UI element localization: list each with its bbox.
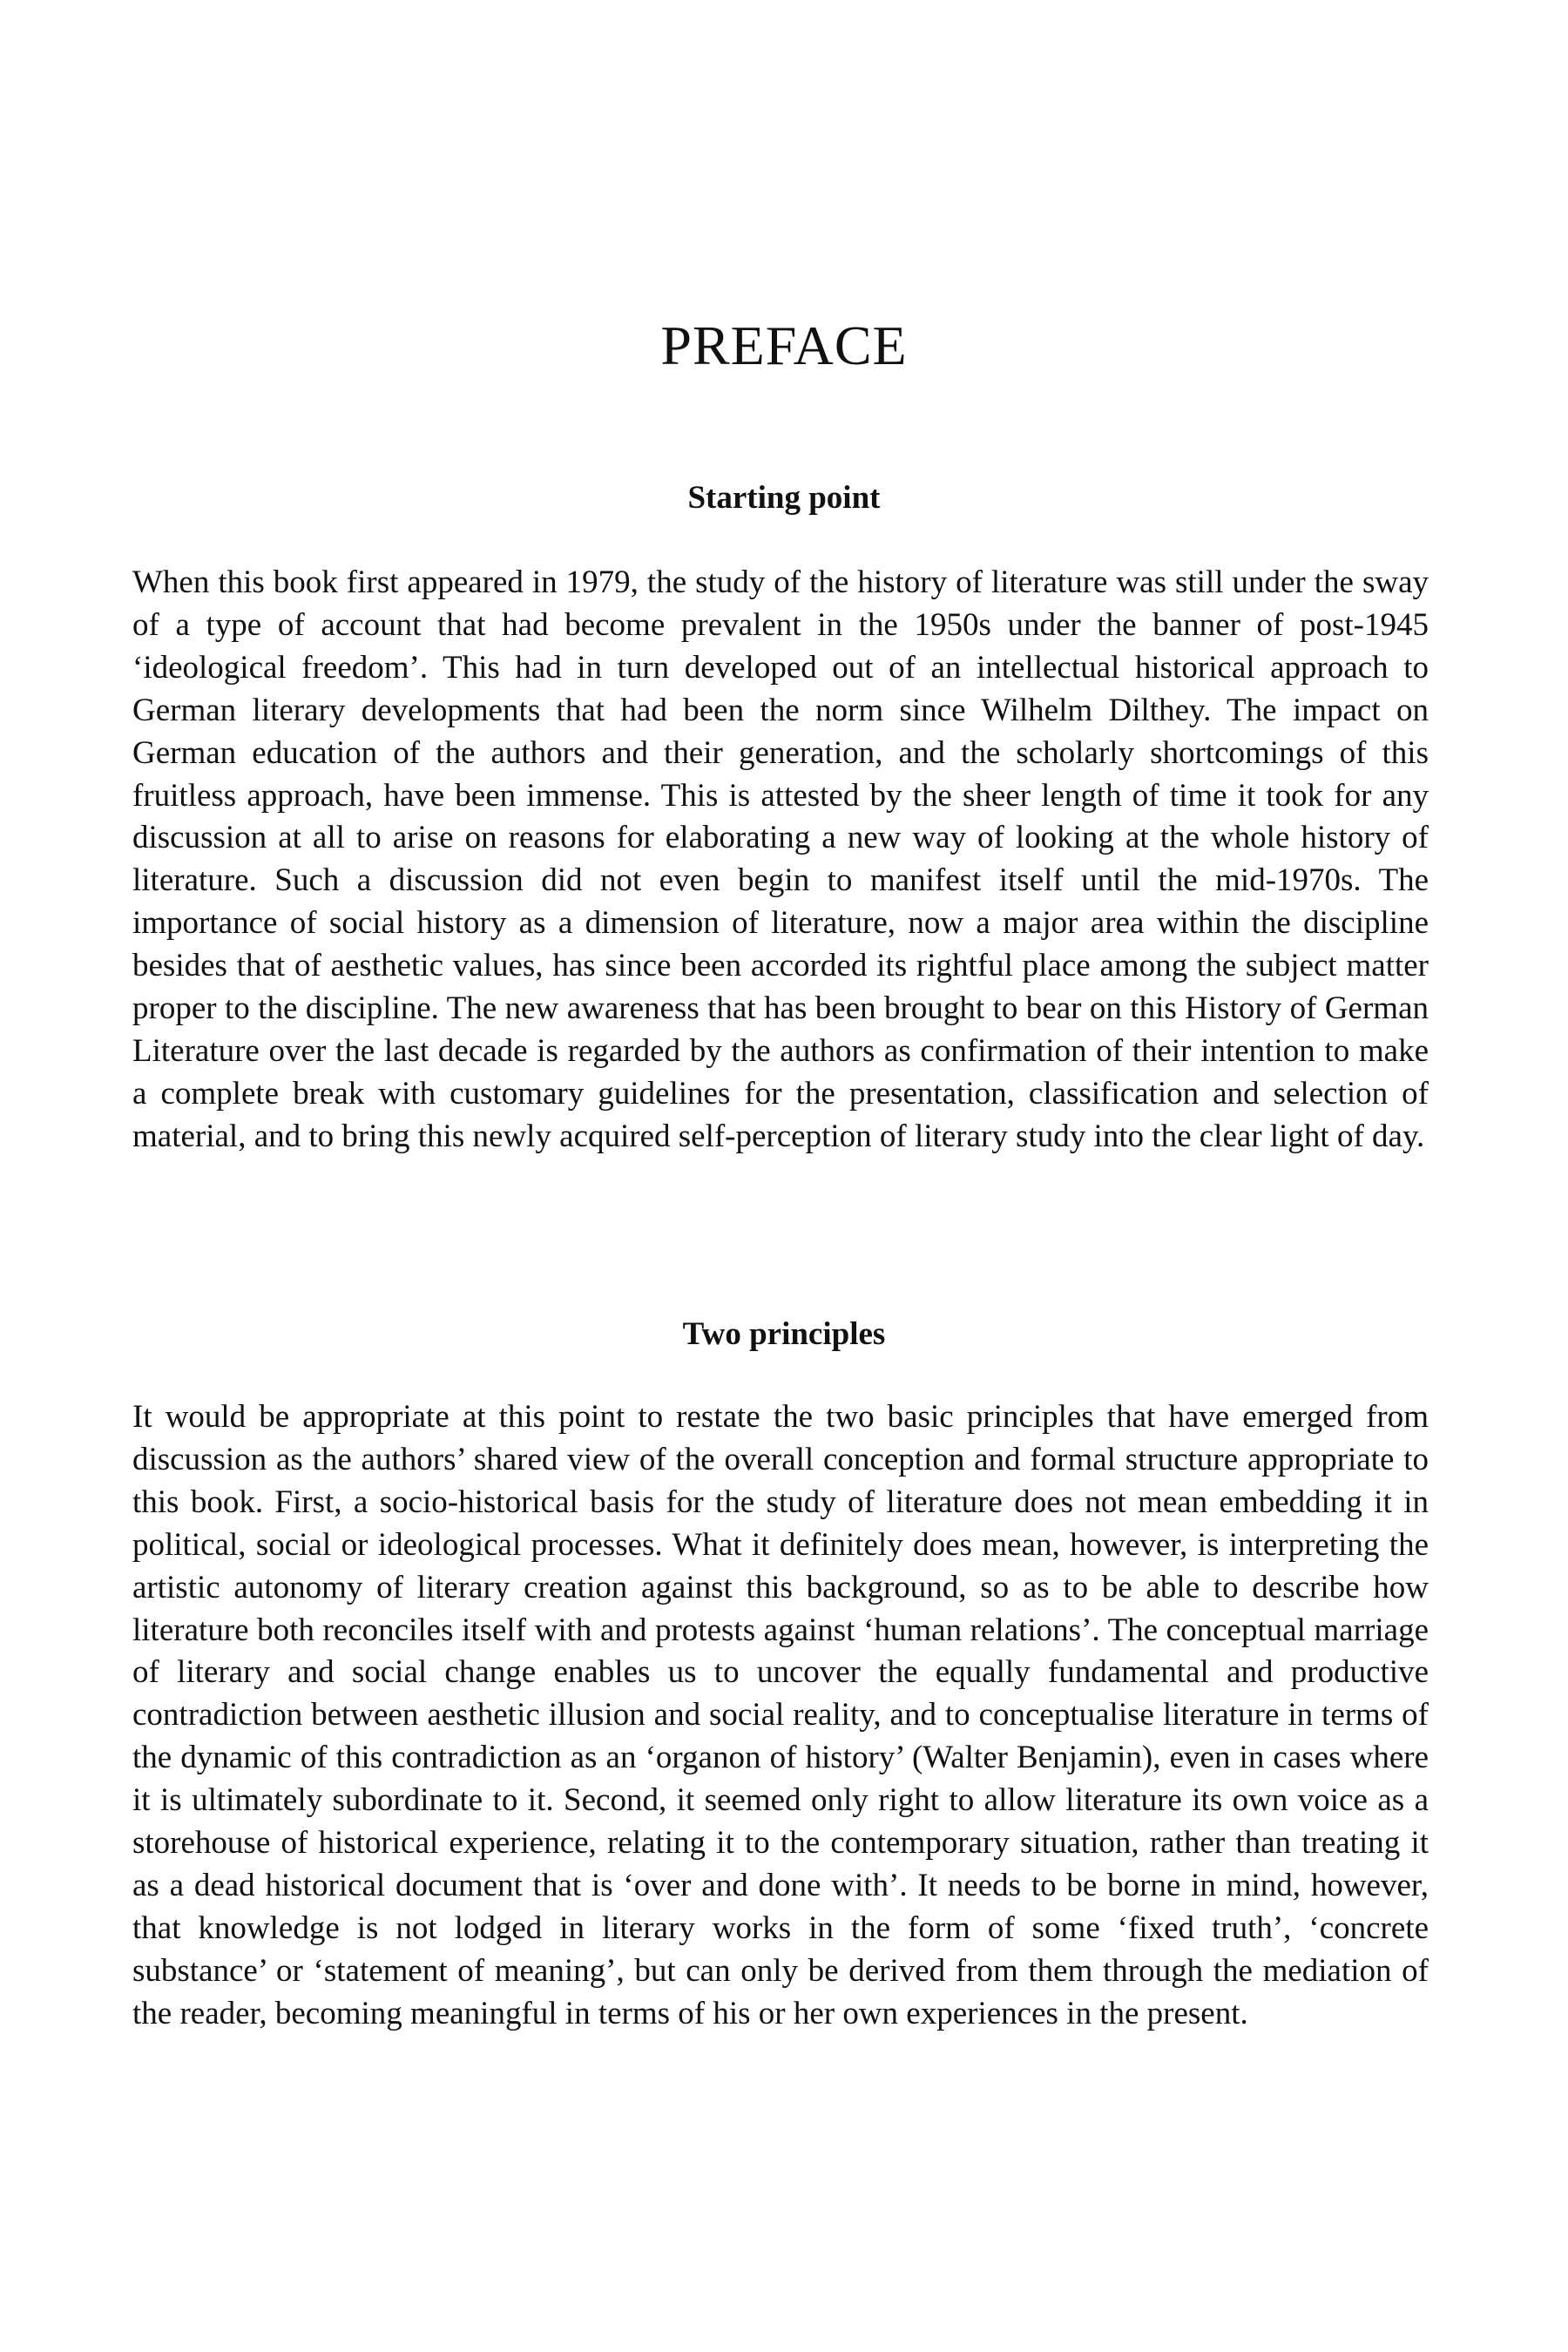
page-title: PREFACE bbox=[660, 314, 908, 376]
section-heading-starting-point: Starting point bbox=[687, 480, 881, 516]
paragraph-two-principles: It would be appropriate at this point to restate the two basic principles that have emerged from discussion as the authors’ shared view of the overall conception and formal structure appropriate to this book. First, a socio-historical basis for the study of literature does not mean embedding it in political, social or ideological processes. What it definitely does mean, however, is interpreting the artistic autonomy of literary creation against this background, so as to be able to describe how literature both reconciles itself with and protests against ‘human relations’. The conceptual marriage of literary and social change enables us to uncover the equally fundamental and productive contradiction between aesthetic illusion and social reality, and to conceptualise literature in terms of the dynamic of this contradiction as an ‘organon of history’ (Walter Benjamin), even in cases where it is ultimately subordinate to it. Second, it seemed only right to allow literature its own voice as a storehouse of historical experience, relating it to the contemporary situation, rather than treating it as a dead historical document that is ‘over and done with’. It needs to be borne in mind, however, that knowledge is not lodged in literary works in the form of some ‘fixed truth’, ‘concrete substance’ or ‘statement of meaning’, but can only be derived from them through the mediation of the reader, becoming meaningful in terms of his or her own experiences in the present. bbox=[132, 1399, 1429, 2031]
section-heading-two-principles: Two principles bbox=[682, 1316, 886, 1352]
paragraph-starting-point: When this book first appeared in 1979, the study of the history of literature was still under the sway of a type of account that had become prevalent in the 1950s under the banner of post-1945 ‘ideological freedom’. This had in turn developed out of an intellectual historical approach to German literary developments that had been the norm since Wilhelm Dilthey. The impact on German education of the authors and their generation, and the scholarly shortcomings of this fruitless approach, have been immense. This is attested by the sheer length of time it took for any discussion at all to arise on reasons for elaborating a new way of looking at the whole history of literature. Such a discussion did not even begin to manifest itself until the mid-1970s. The importance of social history as a dimension of literature, now a major area within the discipline besides that of aesthetic values, has since been accorded its rightful place among the subject matter proper to the discipline. The new awareness that has been brought to bear on this History of German Literature over the last decade is regarded by the authors as confirmation of their intention to make a complete break with customary guidelines for the presentation, classification and selection of material, and to bring this newly acquired self-perception of literary study into the clear light of day. bbox=[132, 564, 1429, 1154]
